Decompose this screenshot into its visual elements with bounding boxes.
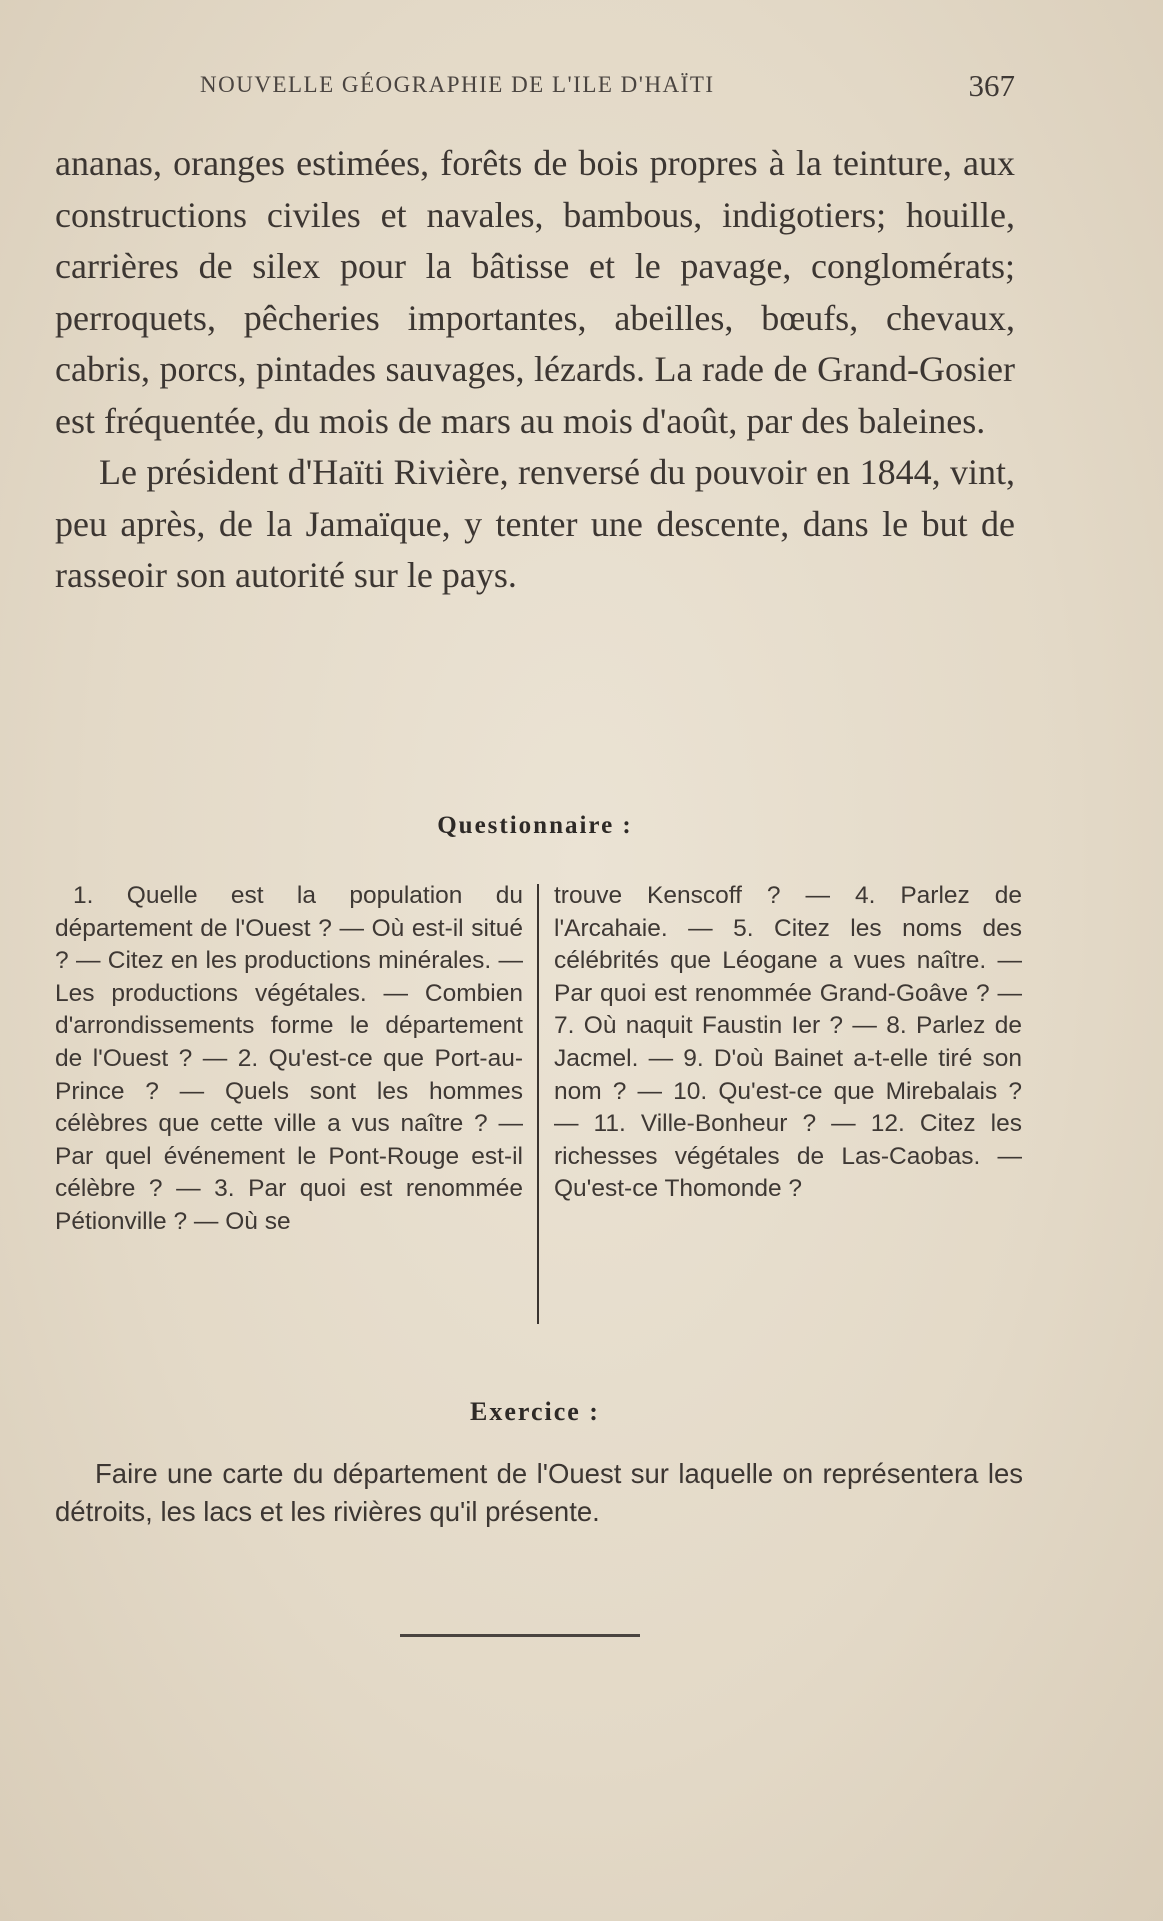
questionnaire-right-text: trouve Kenscoff ? — 4. Parlez de l'Arcahaie. — 5. Citez les noms des célébrités que Léogane a vues naître. — Par quoi est renommée Grand-Goâve ? — 7. Où naquit Faustin Ier ? — 8. Parlez de Jacmel. — 9. D'où Bainet a-t-elle tiré son nom ? — 10. Qu'est-ce que Mirebalais ? — 11. Ville-Bonheur ? — 12. Citez les richesses végétales de Las-Caobas. — Qu'est-ce Thomonde ? [554, 882, 1022, 1203]
running-title: NOUVELLE GÉOGRAPHIE DE L'ILE D'HAÏTI [200, 72, 715, 97]
questionnaire-left-text: 1. Quelle est la population du département de l'Ouest ? — Où est-il situé ? — Citez en les productions minérales. — Les productions végétales. — Combien d'arrondissements forme le département de l'Ouest ? — 2. Qu'est-ce que Port-au-Prince ? — Quels sont les hommes célèbres que cette ville a vus naître ? — Par quel événement le Pont-Rouge est-il célèbre ? — 3. Par quoi est renommée Pétionville ? — Où se [55, 882, 523, 1235]
main-text [55, 138, 1015, 602]
questionnaire-left-column [55, 880, 523, 1239]
page-number: 367 [968, 68, 1015, 103]
questionnaire-heading: Questionnaire : [437, 812, 633, 839]
questionnaire-columns [55, 880, 1023, 1330]
body-paragraph-2: Le président d'Haïti Rivière, renversé du pouvoir en 1844, vint, peu après, de la Jamaïque, y tenter une descente, dans le but de rasseoir son autorité sur le pays. [55, 452, 1015, 595]
body-paragraph-1: ananas, oranges estimées, forêts de bois propres à la teinture, aux constructions civiles et navales, bambous, indigotiers; houille, carrières de silex pour la bâtisse et le pavage, conglomérats; perroquets, pêcheries importantes, abeilles, bœufs, chevaux, cabris, porcs, pintades sauvages, lézards. La rade de Grand-Gosier est fréquentée, du mois de mars au mois d'août, par des baleines. [55, 143, 1015, 441]
page-header [55, 70, 1015, 110]
exercice-text-block [55, 1455, 1023, 1531]
column-divider [537, 884, 539, 1324]
questionnaire-right-column [554, 880, 1022, 1206]
end-rule [400, 1634, 640, 1637]
exercice-heading: Exercice : [470, 1397, 600, 1426]
exercice-text: Faire une carte du département de l'Ouest sur laquelle on représentera les détroits, les lacs et les rivières qu'il présente. [55, 1458, 1023, 1527]
